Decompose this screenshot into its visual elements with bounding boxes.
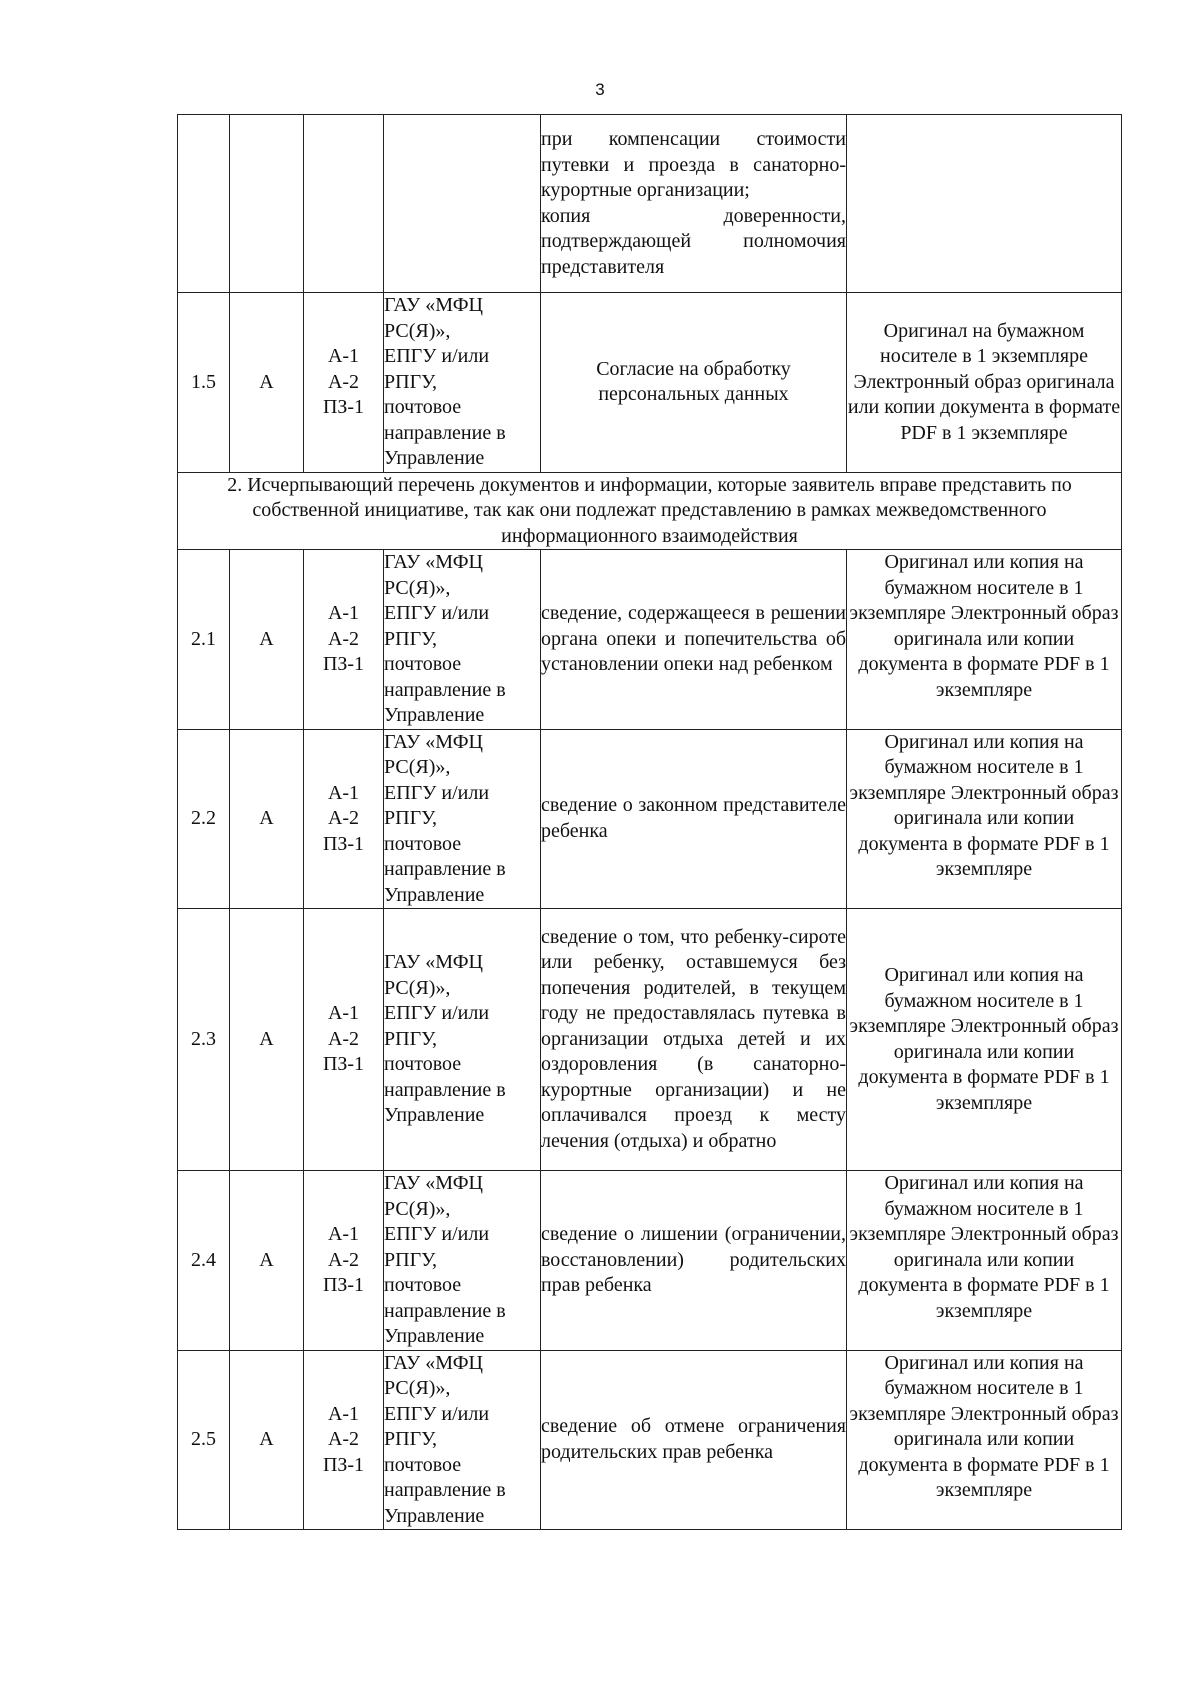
row-submission-channel — [384, 115, 541, 293]
code-item: А-2 — [327, 370, 360, 393]
row-number: 2.5 — [178, 1350, 230, 1530]
format-text: Оригинал или копия на бумажном носителе в 1 экземпляре Электронный образ оригинала или копии документа в формате PDF в 1 экземпляре — [849, 730, 1119, 880]
description-text: при компенсации стоимости путевки и проезда в санаторно-курортные организации; — [541, 128, 846, 201]
channel-line: РПГУ, — [384, 627, 438, 650]
code-item: А-2 — [327, 1027, 360, 1050]
row-number: 1.5 — [178, 293, 230, 473]
code-item: А-2 — [327, 627, 360, 650]
channel-line: ЕПГУ и/или — [384, 345, 490, 367]
row-description — [541, 115, 847, 293]
channel-line: ГАУ «МФЦ — [384, 551, 483, 573]
row-description — [541, 729, 847, 909]
table-row — [178, 293, 1122, 473]
code-item: А-1 — [327, 1402, 360, 1425]
channel-line: ЕПГУ и/или — [384, 1402, 490, 1425]
channel-line: РПГУ, — [384, 1027, 438, 1050]
channel-line: Управление — [384, 1504, 485, 1527]
row-description — [541, 1350, 847, 1530]
channel-line: РС(Я)», — [384, 1197, 451, 1220]
channel-line: Управление — [384, 704, 485, 726]
channel-line: направление в — [384, 1479, 506, 1501]
row-description — [541, 909, 847, 1171]
row-number: 2.1 — [178, 550, 230, 730]
code-item: А-1 — [327, 781, 360, 804]
channel-line: почтовое — [384, 396, 462, 418]
code-item: А-1 — [327, 1002, 360, 1025]
row-codes — [304, 550, 384, 730]
row-format — [847, 909, 1122, 1171]
row-codes — [304, 115, 384, 293]
row-codes — [304, 293, 384, 473]
code-item: А-2 — [327, 1248, 360, 1271]
channel-line: ЕПГУ и/или — [384, 1223, 490, 1245]
channel-line: РПГУ, — [384, 1248, 438, 1271]
channel-line: РПГУ, — [384, 370, 438, 393]
channel-line: РС(Я)», — [384, 576, 451, 599]
row-format — [847, 1171, 1122, 1351]
channel-line: РПГУ, — [384, 807, 438, 829]
channel-line: ЕПГУ и/или — [384, 602, 490, 624]
description-text: копия доверенности, подтверждающей полномочия представителя — [541, 204, 846, 278]
channel-line: направление в — [384, 421, 506, 444]
code-item: ПЗ-1 — [322, 653, 365, 675]
row-kind: А — [230, 293, 304, 473]
row-submission-channel — [384, 293, 541, 473]
row-number: 2.2 — [178, 729, 230, 909]
code-item: ПЗ-1 — [322, 1053, 365, 1076]
row-kind: А — [230, 1350, 304, 1530]
channel-line: почтовое — [384, 832, 462, 855]
description-text: сведение о законном представителе ребенка — [541, 794, 846, 842]
table-row — [178, 909, 1122, 1171]
channel-line: Управление — [384, 1104, 485, 1127]
channel-line: ГАУ «МФЦ — [384, 1172, 483, 1194]
table-row — [178, 1350, 1122, 1530]
row-submission-channel — [384, 1350, 541, 1530]
description-text: сведение, содержащееся в решении органа опеки и попечительства об установлении опеки над ребенком — [541, 602, 846, 675]
row-codes — [304, 909, 384, 1171]
row-submission-channel — [384, 550, 541, 730]
code-item: А-1 — [327, 1223, 360, 1245]
code-item: А-2 — [327, 1428, 360, 1450]
channel-line: почтовое — [384, 653, 462, 675]
row-submission-channel — [384, 729, 541, 909]
table-row — [178, 550, 1122, 730]
table-row — [178, 729, 1122, 909]
row-codes — [304, 1350, 384, 1530]
row-description — [541, 1171, 847, 1351]
channel-line: Управление — [384, 883, 485, 906]
channel-line: почтовое — [384, 1053, 462, 1076]
format-text: Оригинал или копия на бумажном носителе в 1 экземпляре Электронный образ оригинала или копии документа в формате PDF в 1 экземпляре — [849, 1351, 1119, 1501]
code-item: А-1 — [327, 602, 360, 624]
channel-line: Управление — [384, 1325, 485, 1347]
documents-table — [177, 114, 1122, 1530]
format-text: Оригинал или копия на бумажном носителе в 1 экземпляре Электронный образ оригинала или копии документа в формате PDF в 1 экземпляре — [849, 964, 1119, 1114]
channel-line: почтовое — [384, 1453, 462, 1476]
code-item: А-1 — [327, 345, 360, 367]
code-item: ПЗ-1 — [322, 832, 365, 855]
table-row — [178, 115, 1122, 293]
row-format — [847, 550, 1122, 730]
channel-line: направление в — [384, 858, 506, 880]
channel-line: почтовое — [384, 1274, 462, 1296]
channel-line: ЕПГУ и/или — [384, 1002, 490, 1025]
description-text: сведение об отмене ограничения родительских прав ребенка — [541, 1415, 846, 1463]
code-item: ПЗ-1 — [322, 396, 365, 418]
row-codes — [304, 1171, 384, 1351]
row-codes — [304, 729, 384, 909]
row-kind: А — [230, 1171, 304, 1351]
format-text: Электронный образ оригинала или копии документа в формате PDF в 1 экземпляре — [847, 370, 1121, 444]
description-text: сведение о лишении (ограничении, восстановлении) родительских прав ребенка — [541, 1223, 846, 1296]
row-format — [847, 1350, 1122, 1530]
channel-line: ГАУ «МФЦ — [384, 1351, 483, 1374]
channel-line: ГАУ «МФЦ РС(Я)», — [384, 294, 483, 342]
row-number — [178, 115, 230, 293]
channel-line: РС(Я)», — [384, 976, 451, 999]
table-row — [178, 1171, 1122, 1351]
channel-line: ГАУ «МФЦ — [384, 730, 483, 753]
code-item: ПЗ-1 — [322, 1453, 365, 1476]
channel-line: РС(Я)», — [384, 1377, 451, 1399]
channel-line: ЕПГУ и/или — [384, 781, 490, 804]
channel-line: РС(Я)», — [384, 756, 451, 778]
row-format — [847, 729, 1122, 909]
row-number: 2.4 — [178, 1171, 230, 1351]
channel-line: ГАУ «МФЦ — [384, 951, 483, 974]
description-text: сведение о том, что ребенку-сироте или ребенку, оставшемуся без попечения родителей, в текущем году не предоставлялась путевка в организации отдыха детей и их оздоровления (в санаторно-курортные организации) и не оплачивался проезд к месту лечения (отдыха) и обратно — [541, 925, 846, 1152]
format-text: Оригинал или копия на бумажном носителе в 1 экземпляре Электронный образ оригинала или копии документа в формате PDF в 1 экземпляре — [849, 1172, 1119, 1322]
channel-line: направление в — [384, 678, 506, 701]
row-kind: А — [230, 909, 304, 1171]
code-item: ПЗ-1 — [322, 1274, 365, 1296]
page-number: 3 — [595, 80, 605, 99]
channel-line: РПГУ, — [384, 1428, 438, 1450]
row-kind: А — [230, 729, 304, 909]
row-number: 2.3 — [178, 909, 230, 1171]
channel-line: Управление — [384, 447, 485, 469]
row-description — [541, 293, 847, 473]
code-item: А-2 — [327, 807, 360, 829]
row-format — [847, 293, 1122, 473]
row-kind — [230, 115, 304, 293]
row-description — [541, 550, 847, 730]
format-text: Оригинал на бумажном носителе в 1 экземпляре — [880, 319, 1088, 367]
row-submission-channel — [384, 1171, 541, 1351]
channel-line: направление в — [384, 1299, 506, 1322]
row-submission-channel — [384, 909, 541, 1171]
channel-line: направление в — [384, 1078, 506, 1101]
format-text: Оригинал или копия на бумажном носителе в 1 экземпляре Электронный образ оригинала или копии документа в формате PDF в 1 экземпляре — [849, 551, 1119, 701]
section-title: 2. Исчерпывающий перечень документов и информации, которые заявитель вправе представить по собственной инициативе, так как они подлежат представлению в рамках межведомственного информационного взаимодействия — [178, 472, 1122, 550]
section-header-row — [178, 472, 1122, 550]
row-kind: А — [230, 550, 304, 730]
row-format — [847, 115, 1122, 293]
description-text: Согласие на обработку персональных данных — [596, 357, 791, 406]
